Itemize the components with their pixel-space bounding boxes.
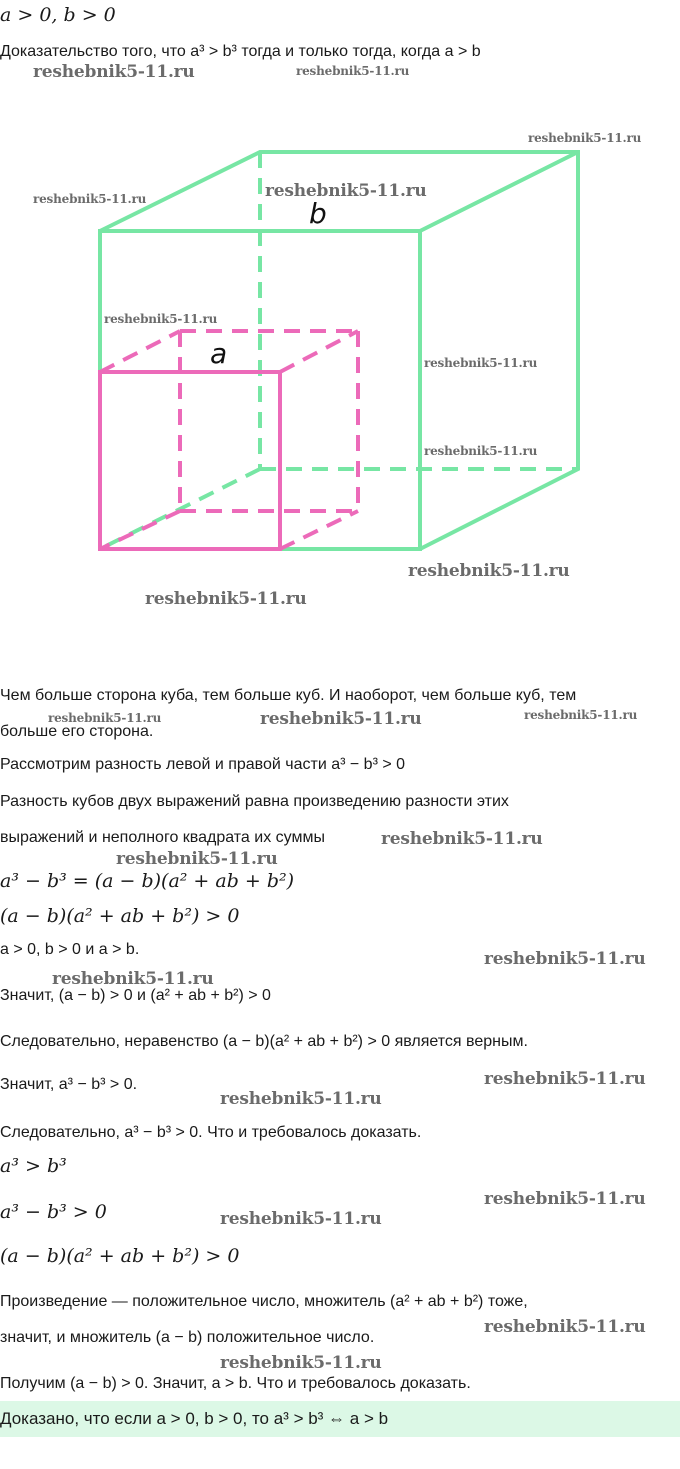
- text-line-19: значит, и множитель (a − b) положительное число.: [0, 1329, 375, 1346]
- watermark: reshebnik5-11.ru: [524, 708, 638, 722]
- text-line-11: Значит, (a − b) > 0 и (a² + ab + b²) > 0: [0, 987, 271, 1004]
- text-line-18: Произведение — положительное число, множитель (a² + ab + b²) тоже,: [0, 1293, 528, 1310]
- watermark: reshebnik5-11.ru: [484, 1317, 646, 1337]
- text-line-5: Рассмотрим разность левой и правой части a³ − b³ > 0: [0, 756, 406, 773]
- watermark: reshebnik5-11.ru: [381, 829, 543, 849]
- watermark: reshebnik5-11.ru: [484, 949, 646, 969]
- watermark: reshebnik5-11.ru: [528, 131, 642, 145]
- watermark: reshebnik5-11.ru: [296, 64, 410, 78]
- text-line-21: Доказано, что если a > 0, b > 0, то a³ > b³ ⇔ a > b: [0, 1409, 389, 1428]
- watermark: reshebnik5-11.ru: [408, 561, 570, 581]
- watermark: reshebnik5-11.ru: [33, 62, 195, 82]
- watermark: reshebnik5-11.ru: [265, 181, 427, 201]
- text-line-12: Следовательно, неравенство (a − b)(a² + ab + b²) > 0 является верным.: [0, 1033, 528, 1050]
- text-line-13: Значит, a³ − b³ > 0.: [0, 1076, 138, 1093]
- watermark: reshebnik5-11.ru: [104, 312, 218, 326]
- watermark: reshebnik5-11.ru: [220, 1209, 382, 1229]
- text-line-14: Следовательно, a³ − b³ > 0. Что и требовалось доказать.: [0, 1124, 422, 1141]
- text-line-16: a³ − b³ > 0: [0, 1201, 107, 1223]
- text-line-8: a³ − b³ = (a − b)(a² + ab + b²): [0, 870, 295, 892]
- big-cube: [100, 152, 578, 549]
- watermark: reshebnik5-11.ru: [220, 1353, 382, 1373]
- text-line-9: (a − b)(a² + ab + b²) > 0: [0, 905, 240, 927]
- watermark: reshebnik5-11.ru: [48, 711, 162, 725]
- watermark: reshebnik5-11.ru: [220, 1089, 382, 1109]
- text-line-10: a > 0, b > 0 и a > b.: [0, 941, 140, 958]
- text-line-3: Чем больше сторона куба, тем больше куб. И наоборот, чем больше куб, тем: [0, 687, 577, 704]
- watermark: reshebnik5-11.ru: [424, 444, 538, 458]
- watermark: reshebnik5-11.ru: [145, 589, 307, 609]
- text-line-1: a > 0, b > 0: [0, 4, 116, 26]
- small-cube-label: a: [210, 337, 228, 370]
- text-line-4: больше его сторона.: [0, 723, 154, 740]
- watermark: reshebnik5-11.ru: [424, 356, 538, 370]
- text-line-15: a³ > b³: [0, 1155, 67, 1177]
- text-line-20: Получим (a − b) > 0. Значит, a > b. Что и требовалось доказать.: [0, 1375, 471, 1392]
- cubes-figure: [0, 0, 680, 640]
- watermark: reshebnik5-11.ru: [484, 1069, 646, 1089]
- text-line-17: (a − b)(a² + ab + b²) > 0: [0, 1245, 240, 1267]
- watermark: reshebnik5-11.ru: [116, 849, 278, 869]
- big-cube-label: b: [309, 197, 327, 230]
- watermark: reshebnik5-11.ru: [484, 1189, 646, 1209]
- text-line-2: Доказательство того, что a³ > b³ тогда и только тогда, когда a > b: [0, 43, 481, 60]
- text-line-7: выражений и неполного квадрата их суммы: [0, 829, 325, 846]
- watermark: reshebnik5-11.ru: [260, 709, 422, 729]
- watermark: reshebnik5-11.ru: [52, 969, 214, 989]
- watermark: reshebnik5-11.ru: [33, 192, 147, 206]
- text-line-6: Разность кубов двух выражений равна произведению разности этих: [0, 793, 509, 810]
- small-cube: [100, 331, 358, 549]
